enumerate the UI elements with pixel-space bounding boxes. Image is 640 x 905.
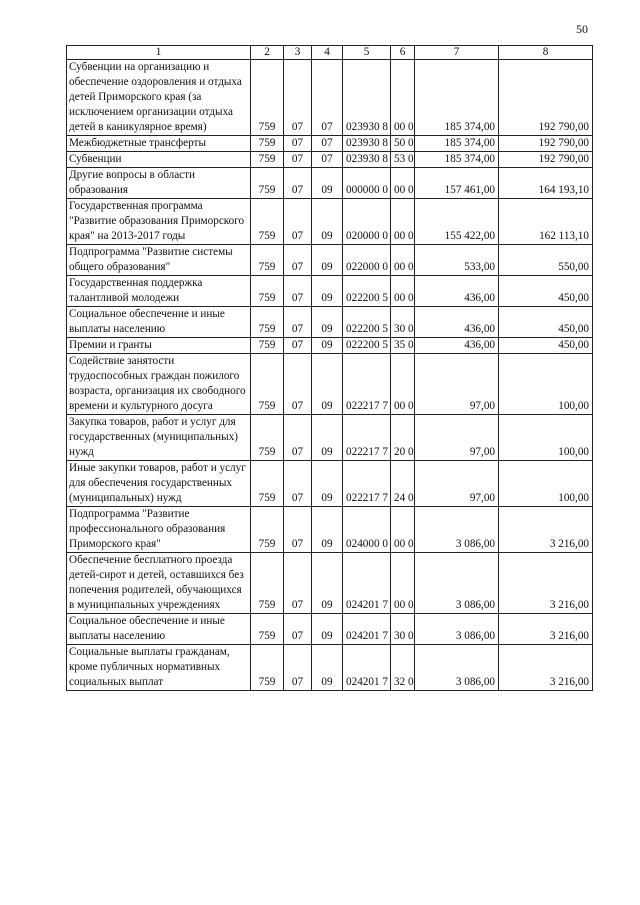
- row-subsection-code: 09: [312, 614, 343, 645]
- row-target-article-code: 022200 5: [343, 276, 391, 307]
- row-amount-year-2: 164 193,10: [499, 168, 593, 199]
- row-amount-year-1: 3 086,00: [415, 645, 499, 691]
- row-amount-year-1: 157 461,00: [415, 168, 499, 199]
- row-subsection-code: 09: [312, 507, 343, 553]
- row-amount-year-2: 550,00: [499, 245, 593, 276]
- row-section-code: 07: [284, 645, 312, 691]
- row-department-code: 759: [251, 354, 284, 415]
- row-target-article-code: 022217 7: [343, 415, 391, 461]
- row-subsection-code: 07: [312, 152, 343, 168]
- row-expense-type-code: 50 0: [391, 136, 415, 152]
- row-department-code: 759: [251, 136, 284, 152]
- row-expense-type-code: 20 0: [391, 415, 415, 461]
- row-subsection-code: 09: [312, 168, 343, 199]
- row-expense-type-code: 30 0: [391, 614, 415, 645]
- table-row: [67, 245, 593, 276]
- budget-table: [66, 45, 593, 691]
- row-section-code: 07: [284, 168, 312, 199]
- page-number: 50: [576, 22, 588, 36]
- row-amount-year-1: 3 086,00: [415, 614, 499, 645]
- row-amount-year-1: 185 374,00: [415, 136, 499, 152]
- row-section-code: 07: [284, 60, 312, 136]
- row-amount-year-1: 155 422,00: [415, 199, 499, 245]
- row-department-code: 759: [251, 461, 284, 507]
- row-section-code: 07: [284, 507, 312, 553]
- row-department-code: 759: [251, 553, 284, 614]
- row-amount-year-1: 533,00: [415, 245, 499, 276]
- row-section-code: 07: [284, 354, 312, 415]
- row-amount-year-1: 436,00: [415, 307, 499, 338]
- row-name: Социальное обеспечение и иные выплаты населению: [67, 614, 251, 645]
- row-subsection-code: 09: [312, 245, 343, 276]
- row-amount-year-2: 450,00: [499, 338, 593, 354]
- row-section-code: 07: [284, 245, 312, 276]
- row-section-code: 07: [284, 338, 312, 354]
- row-target-article-code: 022200 5: [343, 338, 391, 354]
- row-subsection-code: 09: [312, 199, 343, 245]
- row-target-article-code: 023930 8: [343, 136, 391, 152]
- row-expense-type-code: 00 0: [391, 199, 415, 245]
- row-subsection-code: 09: [312, 553, 343, 614]
- row-department-code: 759: [251, 307, 284, 338]
- column-header-6: 6: [391, 46, 415, 60]
- row-expense-type-code: 24 0: [391, 461, 415, 507]
- row-subsection-code: 09: [312, 354, 343, 415]
- row-amount-year-2: 3 216,00: [499, 614, 593, 645]
- row-department-code: 759: [251, 168, 284, 199]
- row-subsection-code: 09: [312, 307, 343, 338]
- row-subsection-code: 09: [312, 645, 343, 691]
- row-section-code: 07: [284, 614, 312, 645]
- row-name: Премии и гранты: [67, 338, 251, 354]
- row-department-code: 759: [251, 645, 284, 691]
- row-target-article-code: 024201 7: [343, 645, 391, 691]
- row-expense-type-code: 00 0: [391, 507, 415, 553]
- row-name: Подпрограмма "Развитие профессионального образования Приморского края": [67, 507, 251, 553]
- row-target-article-code: 022217 7: [343, 354, 391, 415]
- row-name: Государственная программа "Развитие образования Приморского края" на 2013-2017 годы: [67, 199, 251, 245]
- row-section-code: 07: [284, 136, 312, 152]
- row-section-code: 07: [284, 152, 312, 168]
- column-header-2: 2: [251, 46, 284, 60]
- row-amount-year-1: 3 086,00: [415, 553, 499, 614]
- row-amount-year-1: 185 374,00: [415, 60, 499, 136]
- row-amount-year-2: 3 216,00: [499, 553, 593, 614]
- column-header-1: 1: [67, 46, 251, 60]
- table-row: [67, 614, 593, 645]
- row-amount-year-1: 185 374,00: [415, 152, 499, 168]
- row-subsection-code: 09: [312, 461, 343, 507]
- row-target-article-code: 022200 5: [343, 307, 391, 338]
- table-row: [67, 136, 593, 152]
- row-department-code: 759: [251, 60, 284, 136]
- row-name: Содействие занятости трудоспособных граждан пожилого возраста, организация их свободного времени и культурного досуга: [67, 354, 251, 415]
- row-target-article-code: 023930 8: [343, 152, 391, 168]
- row-name: Социальное обеспечение и иные выплаты населению: [67, 307, 251, 338]
- table-row: [67, 307, 593, 338]
- row-expense-type-code: 00 0: [391, 60, 415, 136]
- row-amount-year-2: 450,00: [499, 276, 593, 307]
- table-row: [67, 338, 593, 354]
- table-row: [67, 354, 593, 415]
- row-amount-year-2: 3 216,00: [499, 507, 593, 553]
- row-name: Субвенции: [67, 152, 251, 168]
- row-expense-type-code: 00 0: [391, 168, 415, 199]
- table-row: [67, 507, 593, 553]
- row-amount-year-1: 97,00: [415, 415, 499, 461]
- header-row: [67, 46, 593, 60]
- row-expense-type-code: 35 0: [391, 338, 415, 354]
- column-header-5: 5: [343, 46, 391, 60]
- row-target-article-code: 020000 0: [343, 199, 391, 245]
- row-target-article-code: 024201 7: [343, 553, 391, 614]
- row-department-code: 759: [251, 415, 284, 461]
- row-expense-type-code: 32 0: [391, 645, 415, 691]
- row-amount-year-2: 192 790,00: [499, 136, 593, 152]
- table-row: [67, 152, 593, 168]
- row-amount-year-2: 162 113,10: [499, 199, 593, 245]
- row-amount-year-1: 436,00: [415, 276, 499, 307]
- row-department-code: 759: [251, 507, 284, 553]
- row-section-code: 07: [284, 276, 312, 307]
- column-header-8: 8: [499, 46, 593, 60]
- row-amount-year-2: 100,00: [499, 461, 593, 507]
- row-name: Другие вопросы в области образования: [67, 168, 251, 199]
- row-department-code: 759: [251, 338, 284, 354]
- column-header-4: 4: [312, 46, 343, 60]
- table-row: [67, 199, 593, 245]
- row-expense-type-code: 00 0: [391, 276, 415, 307]
- row-expense-type-code: 00 0: [391, 354, 415, 415]
- row-section-code: 07: [284, 461, 312, 507]
- row-section-code: 07: [284, 199, 312, 245]
- row-target-article-code: 022000 0: [343, 245, 391, 276]
- row-section-code: 07: [284, 307, 312, 338]
- row-name: Обеспечение бесплатного проезда детей-сирот и детей, оставшихся без попечения родителей, обучающихся в муниципальных учреждениях: [67, 553, 251, 614]
- row-subsection-code: 09: [312, 338, 343, 354]
- row-amount-year-2: 192 790,00: [499, 60, 593, 136]
- row-department-code: 759: [251, 614, 284, 645]
- row-name: Социальные выплаты гражданам, кроме публичных нормативных социальных выплат: [67, 645, 251, 691]
- row-subsection-code: 09: [312, 276, 343, 307]
- row-department-code: 759: [251, 276, 284, 307]
- row-amount-year-1: 3 086,00: [415, 507, 499, 553]
- row-amount-year-2: 192 790,00: [499, 152, 593, 168]
- row-name: Государственная поддержка талантливой молодежи: [67, 276, 251, 307]
- row-section-code: 07: [284, 553, 312, 614]
- column-header-3: 3: [284, 46, 312, 60]
- row-department-code: 759: [251, 245, 284, 276]
- row-amount-year-2: 3 216,00: [499, 645, 593, 691]
- row-amount-year-2: 450,00: [499, 307, 593, 338]
- table-row: [67, 645, 593, 691]
- row-name: Иные закупки товаров, работ и услуг для обеспечения государственных (муниципальных) нужд: [67, 461, 251, 507]
- column-header-7: 7: [415, 46, 499, 60]
- row-expense-type-code: 30 0: [391, 307, 415, 338]
- row-amount-year-1: 97,00: [415, 461, 499, 507]
- table-row: [67, 415, 593, 461]
- row-amount-year-2: 100,00: [499, 354, 593, 415]
- table-row: [67, 168, 593, 199]
- row-target-article-code: 023930 8: [343, 60, 391, 136]
- row-target-article-code: 024201 7: [343, 614, 391, 645]
- row-expense-type-code: 00 0: [391, 245, 415, 276]
- row-expense-type-code: 00 0: [391, 553, 415, 614]
- row-target-article-code: 024000 0: [343, 507, 391, 553]
- row-target-article-code: 022217 7: [343, 461, 391, 507]
- row-amount-year-1: 436,00: [415, 338, 499, 354]
- row-amount-year-1: 97,00: [415, 354, 499, 415]
- table-row: [67, 60, 593, 136]
- table-row: [67, 276, 593, 307]
- row-name: Закупка товаров, работ и услуг для государственных (муниципальных) нужд: [67, 415, 251, 461]
- row-department-code: 759: [251, 152, 284, 168]
- row-subsection-code: 07: [312, 136, 343, 152]
- row-section-code: 07: [284, 415, 312, 461]
- table-row: [67, 461, 593, 507]
- row-subsection-code: 07: [312, 60, 343, 136]
- row-name: Субвенции на организацию и обеспечение оздоровления и отдыха детей Приморского края (за исключением организации отдыха детей в каникулярное время): [67, 60, 251, 136]
- table-row: [67, 553, 593, 614]
- row-target-article-code: 000000 0: [343, 168, 391, 199]
- row-name: Подпрограмма "Развитие системы общего образования": [67, 245, 251, 276]
- row-name: Межбюджетные трансферты: [67, 136, 251, 152]
- row-amount-year-2: 100,00: [499, 415, 593, 461]
- row-subsection-code: 09: [312, 415, 343, 461]
- row-department-code: 759: [251, 199, 284, 245]
- row-expense-type-code: 53 0: [391, 152, 415, 168]
